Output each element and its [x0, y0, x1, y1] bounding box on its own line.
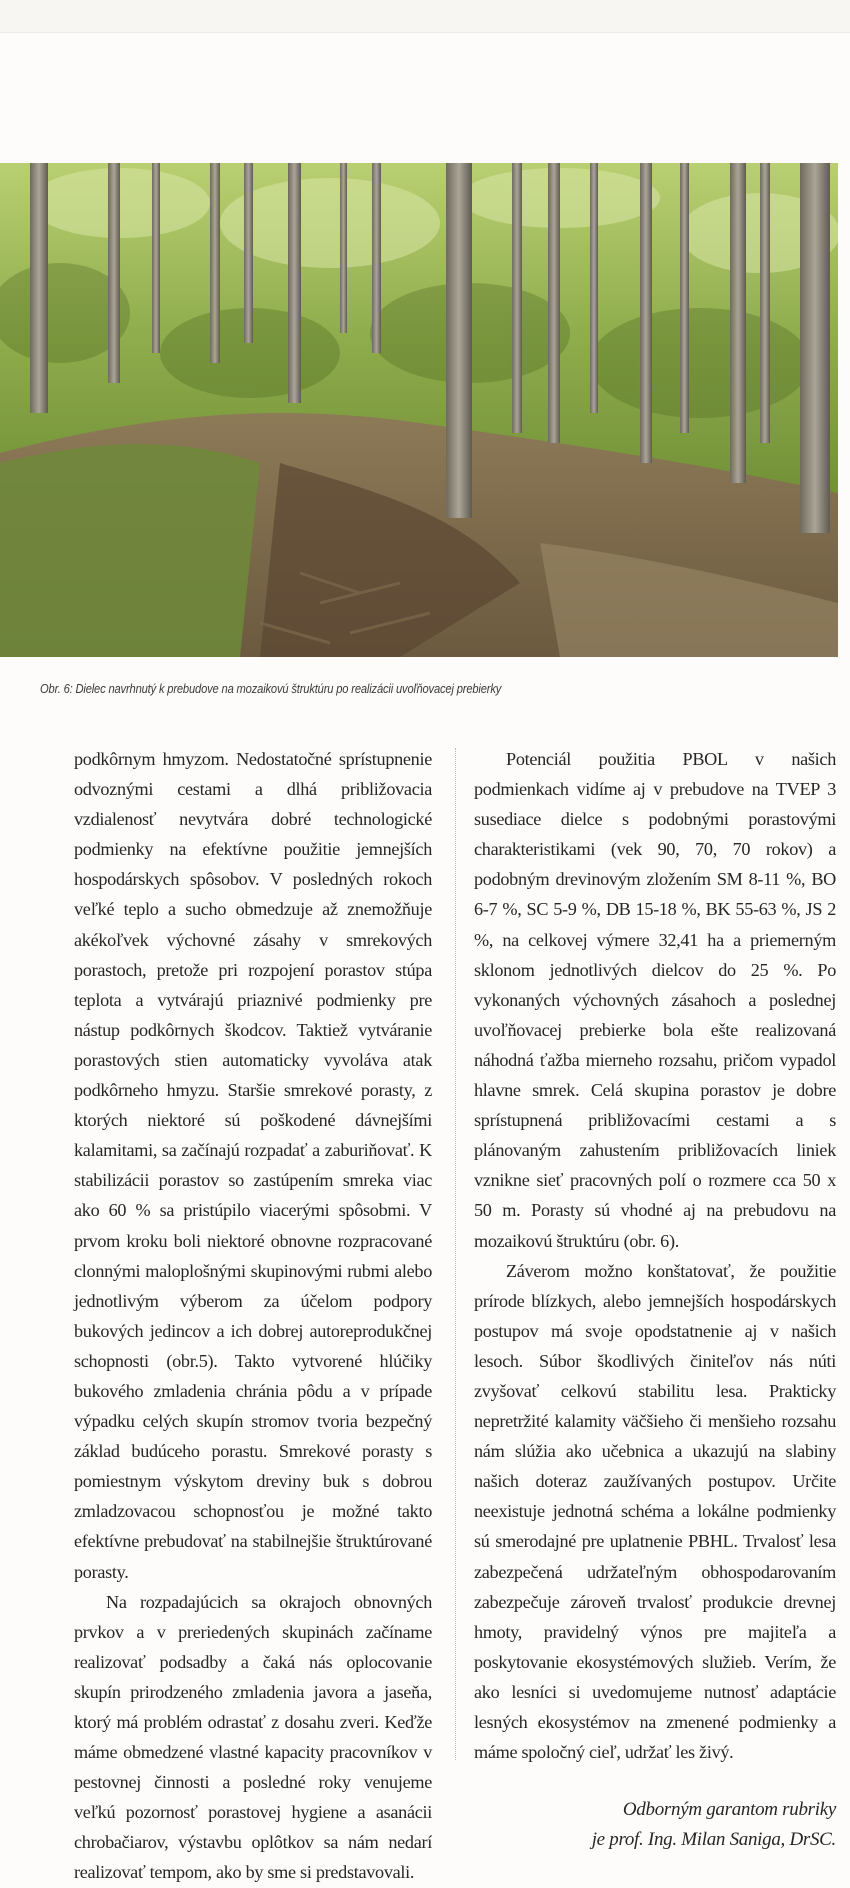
- signoff-line-1: Odborným garantom rubriky: [622, 1799, 836, 1821]
- left-paragraph-2: Na rozpadajúcich sa okrajoch obnovných prvkov a v preriedených skupinách začíname realizovať podsadby a čaká nás oplocovanie skupín prirodzeného zmladenia javora a jaseňa, ktorý má problém odrastať z dosahu zveri. Keďže máme obmedzené vlastné kapacity pracovníkov v pestovnej činnosti a posledné roky venujeme veľkú pozornosť porastovej hygiene a asanácii chrobačiarov, výstavbu oplôtkov sa nám nedarí realizovať tempom, ako by sme si predstavovali.: [74, 1591, 432, 1883]
- page-top-edge: [0, 0, 850, 33]
- right-column: [474, 744, 836, 1855]
- signoff-line-2: je prof. Ing. Milan Saniga, DrSC.: [591, 1829, 836, 1851]
- forest-illustration: [0, 163, 838, 657]
- editor-signoff: [474, 1795, 836, 1855]
- right-paragraph-2: Záverom možno konštatovať, že použitie prírode blízkych, alebo jemnejších hospodárskych postupov má svoje opodstatnenie aj v našich lesoch. Súbor škodlivých činiteľov nás núti zvyšovať celkovú stabilitu lesa. Prakticky nepretržité kalamity väčšieho či menšieho rozsahu nám slúžia ako učebnica a ukazujú na slabiny našich doteraz zaužívaných postupov. Určite neexistuje jednotná schéma a lokálne podmienky sú smerodajné pre uplatnenie PBHL. Trvalosť lesa zabezpečená udržateľným obhospodarovaním zabezpečuje zároveň trvalosť produkcie drevnej hmoty, pravidelný výnos pre majiteľa a poskytovanie ekosystémových služieb. Verím, že ako lesníci si uvedomujeme nutnosť adaptácie lesných ekosystémov na zmenené podmienky a máme spoločný cieľ, udržať les živý.: [474, 1260, 836, 1763]
- left-column: [74, 744, 432, 1888]
- right-paragraph-1: Potenciál použitia PBOL v našich podmienkach vidíme aj v prebudove na TVEP 3 susediace dielce s podobnými porastovými charakteristikami (vek 90, 70, 70 rokov) a podobným drevinovým zložením SM 8-11 %, BO 6-7 %, SC 5-9 %, DB 15-18 %, BK 55-63 %, JS 2 %, na celkovej výmere 32,41 ha a priemerným sklonom jednotlivých dielcov do 25 %. Po vykonaných výchovných zásahoch a poslednej uvoľňovacej prebierke bola ešte realizovaná náhodná ťažba mierneho rozsahu, pričom vypadol hlavne smrek. Celá skupina porastov je dobre sprístupnená približovacími cestami a s plánovaným zahustením približovacích liniek vznikne sieť pracovných polí o rozmere cca 50 x 50 m. Porasty sú vhodné aj na prebudovu na mozaikovú štruktúru (obr. 6).: [474, 749, 836, 1251]
- column-divider: [455, 748, 456, 1760]
- figure-caption: Obr. 6: Dielec navrhnutý k prebudove na mozaikovú štruktúru po realizácii uvoľňovacej prebierky: [40, 681, 502, 696]
- left-paragraph-1: podkôrnym hmyzom. Nedostatočné sprístupnenie odvoznými cestami a dlhá približovacia vzdialenosť nevytvára dobré technologické podmienky na efektívne použitie jemnejších hospodárskych spôsobov. V posledných rokoch veľké teplo a sucho obmedzuje až znemožňuje akékoľvek výchovné zásahy v smrekových porastoch, pretože pri rozpojení porastov stúpa teplota a vytvárajú priaznivé podmienky pre nástup podkôrnych škodcov. Taktiež vytváranie porastových stien automaticky vyvoláva atak podkôrneho hmyzu. Staršie smrekové porasty, z ktorých niektoré sú poškodené dávnejšími kalamitami, sa začínajú rozpadať a zaburiňovať. K stabilizácii porastov so zastúpením smreka viac ako 60 % sa pristúpilo viacerými spôsobmi. V prvom kroku boli niektoré obnovne rozpracované clonnými maloplošnými skupinovými rubmi alebo jednotlivým výberom za účelom podpory bukových jedincov a ich dobrej autoreprodukčnej schopnosti (obr.5). Takto vytvorené hlúčiky bukového zmladenia chránia pôdu a v prípade výpadku celých skupín stromov tvoria bezpečný základ budúceho porastu. Smrekové porasty s pomiestnym výskytom dreviny buk s dobrou zmladzovacou schopnosťou je možné takto efektívne prebudovať na stabilnejšie štruktúrované porasty.: [74, 749, 432, 1582]
- forest-photo: [0, 163, 838, 657]
